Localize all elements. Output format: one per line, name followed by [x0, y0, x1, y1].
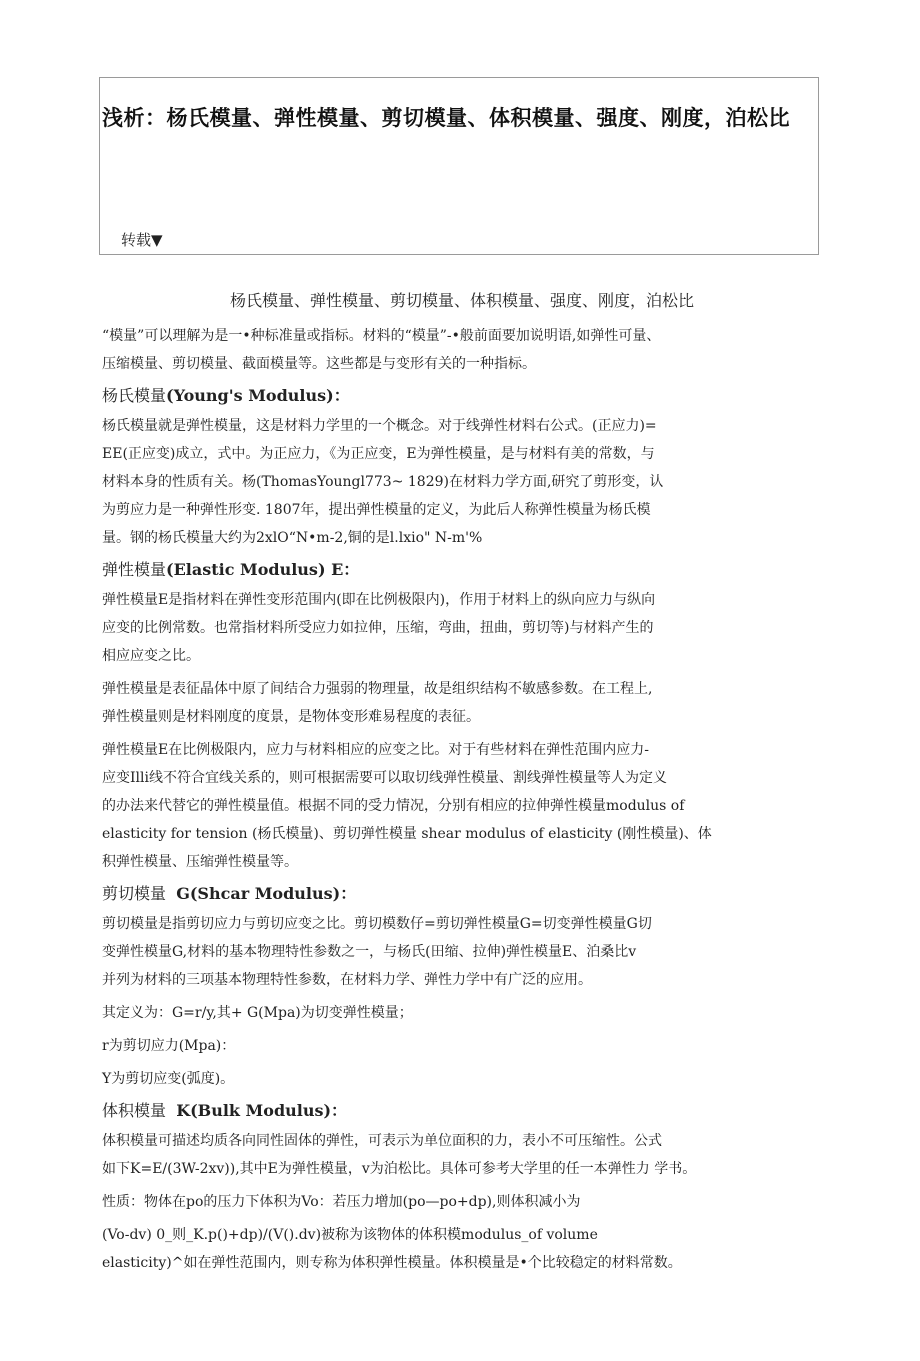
elastic-heading: 弹性模量(Elastic Modulus) E：: [102, 560, 360, 579]
article-body: [102, 286, 802, 1277]
intro-line: 压缩模量、剪切模量、截面模量等。这些都是与变形有关的一种指标。: [102, 356, 536, 372]
article-header: [99, 77, 819, 255]
elastic-line: 弹性模量是表征晶体中原了间结合力强弱的物理量，故是组织结构不敏感参数。在工程上,: [102, 681, 653, 697]
young-line: 量。钢的杨氏模量大约为2xlO“N•m-2,铜的是l.lxio" N-m'%: [102, 530, 483, 546]
shear-line: 变弹性模量G,材料的基本物理特性参数之一，与杨氏(田缩、拉伸)弹性模量E、泊桑比v: [102, 944, 637, 960]
elastic-line: 弹性模量E是指材料在弹性变形范围内(即在比例极限内)，作用于材料上的纵向应力与纵向: [102, 592, 656, 608]
article-subtitle: 杨氏模量、弹性模量、剪切模量、体积模量、强度、刚度，泊松比: [229, 291, 694, 310]
intro-line: “模量”可以理解为是一•种标准量或指标。材料的“模量”-•般前面要加说明语,如弹性可量、: [102, 328, 661, 344]
shear-heading: 剪切模量 G(Shcar Modulus)：: [102, 884, 357, 903]
elastic-line: 相应应变之比。: [102, 648, 200, 664]
bulk-line: 体积模量可描述均质各向同性固体的弹性，可表示为单位面积的力，表小不可压缩性。公式: [102, 1133, 662, 1149]
shear-definition: 其定义为：G=r/y,其+ G(Mpa)为切变弹性模量；: [102, 1005, 413, 1021]
elastic-line: 应变Illi线不符合宜线关系的，则可根据需要可以取切线弹性模量、割线弹性模量等人为定义: [102, 770, 667, 786]
shear-gamma: Y为剪切应变(弧度)。: [102, 1071, 235, 1087]
elastic-line: 积弹性模量、压缩弹性模量等。: [102, 854, 298, 870]
young-line: EE(正应变)成立，式中。为正应力，《为正应变，E为弹性模量，是与材料有美的常数，与: [102, 446, 655, 462]
young-line: 材料本身的性质有关。杨(ThomasYoungl773~ 1829)在材料力学方面,研究了剪形变，认: [102, 474, 664, 490]
shear-line: 并列为材料的三项基本物理特性参数，在材料力学、弹性力学中有广泛的应用。: [102, 972, 592, 988]
bulk-last: elasticity)^如在弹性范围内，则专称为体积弹性模量。体积模量是•个比较稳定的材料常数。: [102, 1255, 682, 1271]
bulk-line: 如下K=E/(3W-2xv)),其中E为弹性模量，v为泊松比。具体可参考大学里的任一本弹性力 学书。: [102, 1161, 697, 1177]
elastic-line: elasticity for tension (杨氏模量)、剪切弹性模量 shear modulus of elasticity (刚性模量)、体: [102, 826, 712, 842]
young-line: 杨氏模量就是弹性模量，这是材料力学里的一个概念。对于线弹性材料右公式。(正应力)=: [102, 418, 657, 434]
elastic-line: 弹性模量E在比例极限内，应力与材料相应的应变之比。对于有些材料在弹性范围内应力-: [102, 742, 649, 758]
elastic-line: 应变的比例常数。也常指材料所受应力如拉伸，压缩，弯曲，扭曲，剪切等)与材料产生的: [102, 620, 654, 636]
bulk-formula: (Vo-dv) 0_则_K.p()+dp)/(V().dv)被称为该物体的体积模modulus_of volume: [102, 1227, 598, 1243]
shear-line: 剪切模量是指剪切应力与剪切应变之比。剪切模数仔=剪切弹性模量G=切变弹性模量G切: [102, 916, 652, 932]
young-heading: 杨氏模量(Young's Modulus)：: [102, 386, 350, 405]
repost-button[interactable]: 转载▼: [121, 231, 163, 249]
bulk-nature: 性质：物体在po的压力下体积为Vo：若压力增加(po—po+dp),则体积减小为: [102, 1194, 581, 1210]
article-title: 浅析：杨氏模量、弹性模量、剪切模量、体积模量、强度、刚度，泊松比: [102, 106, 790, 130]
elastic-line: 的办法来代替它的弹性模量值。根据不同的受力情况，分别有相应的拉伸弹性模量modulus of: [102, 798, 685, 814]
bulk-heading: 体积模量 K(Bulk Modulus)：: [102, 1101, 348, 1120]
elastic-line: 弹性模量则是材料刚度的度景，是物体变形难易程度的表征。: [102, 709, 480, 725]
shear-tau: r为剪切应力(Mpa)：: [102, 1038, 236, 1054]
young-line: 为剪应力是一种弹性形变. 1807年，提出弹性模量的定义，为此后人称弹性模量为杨氏模: [102, 502, 651, 518]
